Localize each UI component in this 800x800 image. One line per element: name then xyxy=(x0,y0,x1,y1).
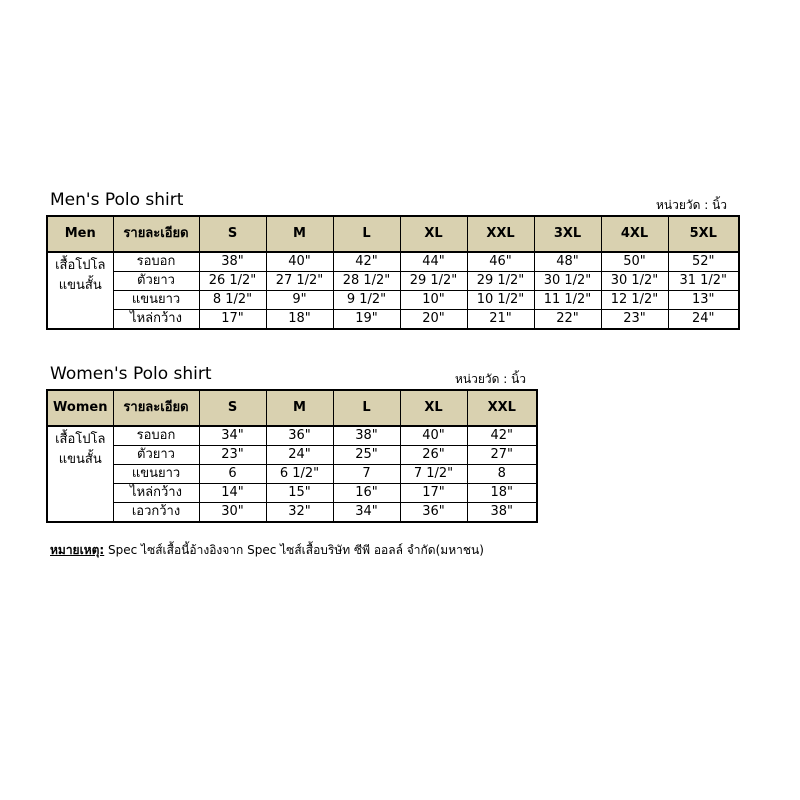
table-row xyxy=(47,465,537,484)
size-value-cell: 10 1/2" xyxy=(467,291,534,310)
garment-type-line: เสื้อโปโล xyxy=(55,432,106,447)
size-value-cell: 23" xyxy=(601,310,668,330)
size-value-cell: 46" xyxy=(467,252,534,272)
size-value-cell: 40" xyxy=(266,252,333,272)
size-value-cell: 25" xyxy=(333,446,400,465)
row-label-cell: ไหล่กว้าง xyxy=(113,310,199,330)
row-label-cell: รอบอก xyxy=(113,426,199,446)
size-value-cell: 18" xyxy=(467,484,537,503)
size-value-cell: 29 1/2" xyxy=(467,272,534,291)
size-value-cell: 44" xyxy=(400,252,467,272)
row-label-cell: รอบอก xyxy=(113,252,199,272)
size-value-cell: 30 1/2" xyxy=(601,272,668,291)
table-row xyxy=(47,272,739,291)
size-value-cell: 17" xyxy=(199,310,266,330)
size-value-cell: 16" xyxy=(333,484,400,503)
row-label-cell: แขนยาว xyxy=(113,291,199,310)
size-value-cell: 21" xyxy=(467,310,534,330)
size-value-cell: 15" xyxy=(266,484,333,503)
men-size-table xyxy=(46,215,740,330)
size-value-cell: 8 xyxy=(467,465,537,484)
size-value-cell: 7 1/2" xyxy=(400,465,467,484)
size-value-cell: 11 1/2" xyxy=(534,291,601,310)
women-header-detail: รายละเอียด xyxy=(113,390,199,426)
size-value-cell: 20" xyxy=(400,310,467,330)
women-unit-label: หน่วยวัด : นิ้ว xyxy=(455,372,527,386)
table-row xyxy=(47,503,537,523)
men-header-size: 3XL xyxy=(534,216,601,252)
size-value-cell: 26" xyxy=(400,446,467,465)
size-value-cell: 10" xyxy=(400,291,467,310)
men-header-size: XL xyxy=(400,216,467,252)
size-value-cell: 30 1/2" xyxy=(534,272,601,291)
footnote-label: หมายเหตุ: xyxy=(50,543,105,557)
size-value-cell: 30" xyxy=(199,503,266,523)
men-header-size: 5XL xyxy=(668,216,739,252)
row-label-cell: แขนยาว xyxy=(113,465,199,484)
table-row xyxy=(47,310,739,330)
size-value-cell: 48" xyxy=(534,252,601,272)
table-row xyxy=(47,484,537,503)
row-label-cell: เอวกว้าง xyxy=(113,503,199,523)
women-table-title: Women's Polo shirt xyxy=(50,364,212,384)
size-value-cell: 38" xyxy=(199,252,266,272)
size-value-cell: 31 1/2" xyxy=(668,272,739,291)
size-value-cell: 50" xyxy=(601,252,668,272)
women-header-size: XXL xyxy=(467,390,537,426)
women-garment-type-cell xyxy=(47,426,113,522)
size-value-cell: 32" xyxy=(266,503,333,523)
garment-type-line: เสื้อโปโล xyxy=(55,258,106,273)
size-value-cell: 52" xyxy=(668,252,739,272)
size-value-cell: 13" xyxy=(668,291,739,310)
size-value-cell: 27" xyxy=(467,446,537,465)
size-value-cell: 28 1/2" xyxy=(333,272,400,291)
size-value-cell: 42" xyxy=(467,426,537,446)
footnote-text: Spec ไซส์เสื้อนี้อ้างอิงจาก Spec ไซส์เสื้อบริษัท ซีพี ออลล์ จำกัด(มหาชน) xyxy=(104,543,484,557)
men-header-size: S xyxy=(199,216,266,252)
men-header-size: L xyxy=(333,216,400,252)
row-label-cell: ตัวยาว xyxy=(113,272,199,291)
size-value-cell: 6 xyxy=(199,465,266,484)
size-value-cell: 12 1/2" xyxy=(601,291,668,310)
men-table-title: Men's Polo shirt xyxy=(50,190,184,210)
table-row xyxy=(47,446,537,465)
row-label-cell: ไหล่กว้าง xyxy=(113,484,199,503)
size-value-cell: 26 1/2" xyxy=(199,272,266,291)
women-header-size: XL xyxy=(400,390,467,426)
size-value-cell: 24" xyxy=(668,310,739,330)
men-header-detail: รายละเอียด xyxy=(113,216,199,252)
size-value-cell: 34" xyxy=(333,503,400,523)
size-value-cell: 36" xyxy=(400,503,467,523)
size-value-cell: 22" xyxy=(534,310,601,330)
size-value-cell: 23" xyxy=(199,446,266,465)
size-value-cell: 19" xyxy=(333,310,400,330)
size-value-cell: 36" xyxy=(266,426,333,446)
table-row xyxy=(47,252,739,272)
size-value-cell: 14" xyxy=(199,484,266,503)
men-header-size: M xyxy=(266,216,333,252)
women-header-size: M xyxy=(266,390,333,426)
size-value-cell: 42" xyxy=(333,252,400,272)
size-value-cell: 38" xyxy=(467,503,537,523)
size-value-cell: 38" xyxy=(333,426,400,446)
row-label-cell: ตัวยาว xyxy=(113,446,199,465)
women-header-size: L xyxy=(333,390,400,426)
size-value-cell: 18" xyxy=(266,310,333,330)
men-unit-label: หน่วยวัด : นิ้ว xyxy=(656,198,728,212)
size-value-cell: 8 1/2" xyxy=(199,291,266,310)
size-value-cell: 9" xyxy=(266,291,333,310)
footnote xyxy=(50,541,484,560)
garment-type-line: แขนสั้น xyxy=(58,452,102,467)
size-value-cell: 27 1/2" xyxy=(266,272,333,291)
men-garment-type-cell xyxy=(47,252,113,329)
women-size-table xyxy=(46,389,538,523)
size-value-cell: 9 1/2" xyxy=(333,291,400,310)
size-value-cell: 34" xyxy=(199,426,266,446)
size-value-cell: 40" xyxy=(400,426,467,446)
table-row xyxy=(47,291,739,310)
men-header-size: 4XL xyxy=(601,216,668,252)
size-value-cell: 29 1/2" xyxy=(400,272,467,291)
garment-type-line: แขนสั้น xyxy=(58,278,102,293)
size-value-cell: 24" xyxy=(266,446,333,465)
size-value-cell: 7 xyxy=(333,465,400,484)
men-header-category: Men xyxy=(47,216,113,252)
women-header-category: Women xyxy=(47,390,113,426)
size-value-cell: 6 1/2" xyxy=(266,465,333,484)
women-header-size: S xyxy=(199,390,266,426)
size-value-cell: 17" xyxy=(400,484,467,503)
table-row xyxy=(47,426,537,446)
men-header-size: XXL xyxy=(467,216,534,252)
